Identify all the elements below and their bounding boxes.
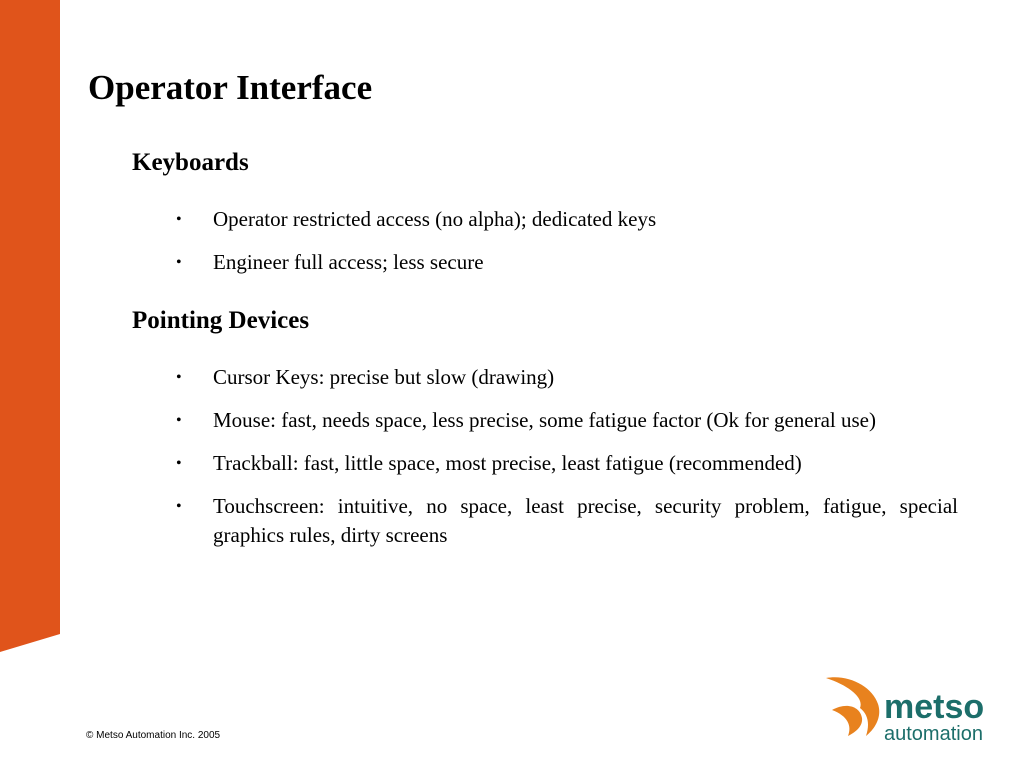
bullet-text: Engineer full access; less secure — [213, 250, 484, 274]
bullet-item — [132, 248, 958, 277]
bullet-list — [132, 205, 958, 277]
section-pointing-devices — [132, 306, 958, 550]
bullet-text: Cursor Keys: precise but slow (drawing) — [213, 365, 555, 389]
footer-copyright: © Metso Automation Inc. 2005 — [86, 730, 221, 741]
logo-word-automation: automation — [884, 723, 983, 745]
bullet-item — [132, 205, 958, 234]
bullet-glyph: • — [176, 455, 182, 472]
bullet-glyph: • — [176, 412, 182, 429]
bullet-item — [132, 406, 958, 435]
bullet-glyph: • — [176, 498, 182, 515]
section-keyboards — [132, 148, 958, 277]
bullet-item — [132, 449, 958, 478]
section-heading: Pointing Devices — [132, 307, 310, 334]
slide-title: Operator Interface — [88, 68, 373, 107]
section-heading: Keyboards — [132, 149, 249, 176]
bullet-text: Mouse: fast, needs space, less precise, some fatigue factor (Ok for general use) — [213, 408, 876, 432]
metso-automation-logo — [826, 676, 1004, 746]
logo-word-metso: metso — [884, 688, 985, 726]
side-accent-shape — [0, 0, 60, 652]
logo-mark-icon — [826, 677, 879, 736]
bullet-glyph: • — [176, 369, 182, 386]
bullet-glyph: • — [176, 211, 182, 228]
bullet-text: Operator restricted access (no alpha); dedicated keys — [213, 207, 657, 231]
bullet-item — [132, 363, 958, 392]
bullet-list — [132, 363, 958, 550]
bullet-text: Touchscreen: intuitive, no space, least precise, security problem, fatigue, special graphics rules, dirty screens — [213, 494, 958, 547]
side-accent-band — [0, 0, 60, 768]
bullet-glyph: • — [176, 254, 182, 271]
bullet-item — [132, 492, 958, 550]
bullet-text: Trackball: fast, little space, most precise, least fatigue (recommended) — [213, 451, 802, 475]
